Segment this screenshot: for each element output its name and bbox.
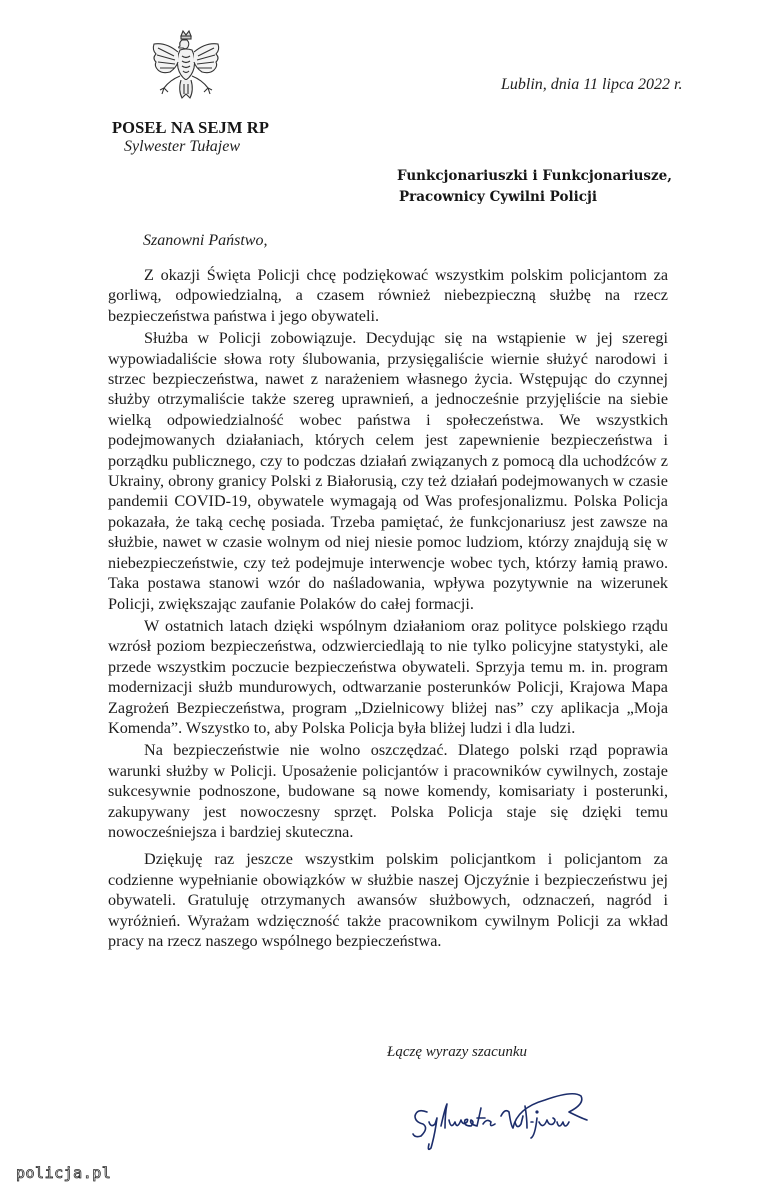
place-and-date: Lublin, dnia 11 lipca 2022 r.: [501, 76, 683, 93]
letter-body: [108, 265, 668, 951]
paragraph-2: Służba w Policji zobowiązuje. Decydując się na wstąpienie w jej szeregi wypowiadaliście słowa roty ślubowania, przysięgaliście wiernie służyć narodowi i strzec bezpieczeństwa, nawet z narażeniem własnego życia. Wstępując do czynnej służby otrzymaliście także szereg uprawnień, a jednocześnie przyjęliście na siebie wielką odpowiedzialność wobec państwa i społeczeństwa. We wszystkich podejmowanych działaniach, których celem jest zapewnienie bezpieczeństwa i porządku publicznego, czy to podczas działań związanych z pomocą dla uchodźców z Ukrainy, obrony granicy Polski z Białorusią, czy też działań podejmowanych w czasie pandemii COVID-19, obywatele wymagają od Was profesjonalizmu. Polska Policja pokazała, że taką cechę posiada. Trzeba pamiętać, że funkcjonariusz jest zawsze na służbie, nawet w czasie wolnym od niej niesie pomoc ludziom, którzy znajdują się w niebezpieczeństwie, czy też podejmuje interwencje wobec tych, którzy łamią prawo. Taka postawa stanowi wzór do naśladowania, wpływa pozytywnie na wizerunek Policji, zwiększając zaufanie Polaków do całej formacji.: [108, 329, 668, 613]
addressee-block: [397, 166, 672, 208]
sender-title: POSEŁ NA SEJM RP: [112, 118, 269, 137]
addressee-line-1: Funkcjonariuszki i Funkcjonariusze,: [397, 168, 672, 184]
site-watermark: policja.pl: [16, 1164, 112, 1182]
closing-phrase: Łączę wyrazy szacunku: [387, 1044, 527, 1060]
polish-eagle-emblem-icon: [148, 28, 224, 108]
sender-name: Sylwester Tułajew: [124, 138, 240, 155]
paragraph-4: Na bezpieczeństwie nie wolno oszczędzać. Dlatego polski rząd poprawia warunki służby w Policji. Uposażenie policjantów i pracowników cywilnych, zostaje sukcesywnie podnoszone, budowane są nowe komendy, komisariaty i posterunki, zakupywany jest nowoczesny sprzęt. Polska Policja staje się dzięki temu nowocześniejsza i bardziej skuteczna.: [108, 741, 668, 841]
paragraph-3: W ostatnich latach dzięki wspólnym działaniom oraz polityce polskiego rządu wzrósł poziom bezpieczeństwa, odzwierciedlają to nie tylko policyjne statystyki, ale przede wszystkim poczucie bezpieczeństwa obywateli. Sprzyja temu m. in. program modernizacji służb mundurowych, odtwarzanie posterunków Policji, Krajowa Mapa Zagrożeń Bezpieczeństwa, program „Dzielnicowy bliżej nas” czy aplikacja „Moja Komenda”. Wszystko to, aby Polska Policja była bliżej ludzi i dla ludzi.: [108, 616, 668, 737]
handwritten-signature-icon: [405, 1078, 620, 1158]
addressee-line-2: Pracownicy Cywilni Policji: [399, 189, 597, 205]
paragraph-1: Z okazji Święta Policji chcę podziękować wszystkim polskim policjantom za gorliwą, odpowiedzialną, a czasem również niebezpieczną służbę na rzecz bezpieczeństwa państwa i jego obywateli.: [108, 266, 668, 325]
salutation: Szanowni Państwo,: [143, 232, 268, 249]
paragraph-5: Dziękuję raz jeszcze wszystkim polskim policjantkom i policjantom za codzienne wypełnianie obowiązków w służbie naszej Ojczyźnie i bezpieczeństwu jej obywateli. Gratuluję otrzymanych awansów służbowych, odznaczeń, nagród i wyróżnień. Wyrażam wdzięczność także pracownikom cywilnym Policji za wkład pracy na rzecz naszego wspólnego bezpieczeństwa.: [108, 850, 668, 950]
